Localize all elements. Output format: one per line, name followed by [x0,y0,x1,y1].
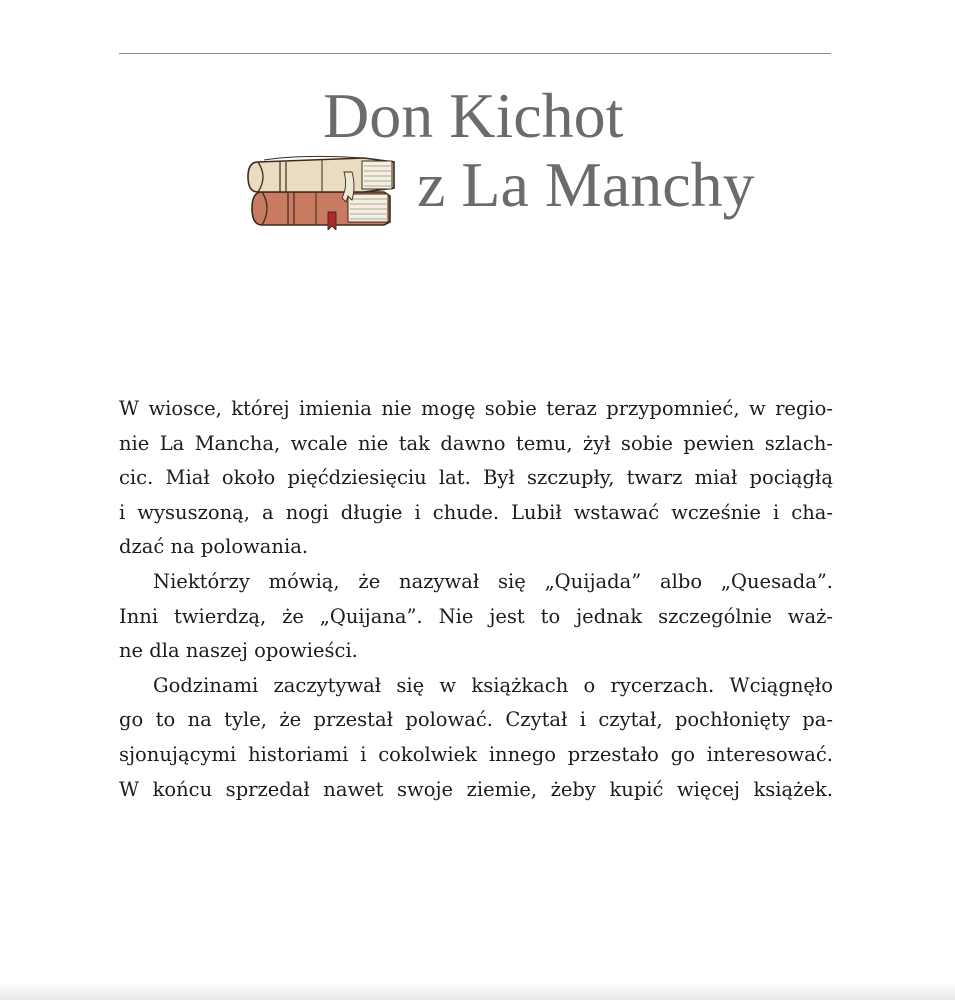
title-line-1: Don Kichot [323,80,624,151]
paragraph-3 [119,669,833,807]
body-text [119,392,833,807]
stacked-books-icon [244,152,398,230]
text-line: dzać na polowania. [119,535,309,559]
text-line: ne dla naszej opowieści. [119,639,358,663]
text-line: W końcu sprzedał nawet swoje ziemie, żeby kupić więcej książek. [119,777,833,801]
top-rule [119,53,831,54]
text-line: Niektórzy mówią, że nazywał się „Quijada” albo „Quesada”. [153,569,833,593]
title-line-2: z La Manchy [417,149,755,220]
text-line: W wiosce, której imienia nie mogę sobie teraz przypomnieć, w regio- [119,397,833,420]
text-line: Godzinami zaczytywał się w książkach o rycerzach. Wciągnęło [153,673,833,697]
text-line: i wysuszoną, a nogi długie i chude. Lubił wstawać wcześnie i cha- [119,500,833,524]
bottom-book [252,192,390,230]
paragraph-2 [119,565,833,669]
text-line: sjonującymi historiami i cokolwiek innego przestało go interesować. [119,742,833,766]
page-bottom-shadow [0,982,955,1000]
text-line: nie La Mancha, wcale nie tak dawno temu, żył sobie pewien szlach- [119,431,833,455]
text-line: go to na tyle, że przestał polować. Czytał i czytał, pochłonięty pa- [119,708,833,732]
paragraph-1 [119,392,833,565]
text-line: cic. Miał około pięćdziesięciu lat. Był szczupły, twarz miał pociągłą [119,466,833,490]
text-line: Inni twierdzą, że „Quijana”. Nie jest to jednak szczególnie waż- [119,604,833,628]
